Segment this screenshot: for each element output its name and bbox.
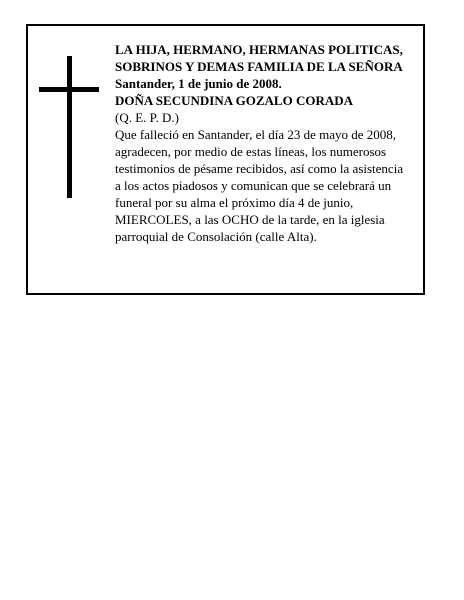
deceased-name: DOÑA SECUNDINA GOZALO CORADA (115, 93, 353, 108)
notice-body-line-6: MIERCOLES, a las OCHO de la tarde, en la iglesia (115, 212, 385, 227)
latin-cross-icon (39, 56, 99, 198)
notice-body-line-2: agradecen, por medio de estas líneas, los numerosos (115, 144, 387, 159)
cross-vertical-bar (67, 56, 72, 198)
notice-body-line-7: parroquial de Consolación (calle Alta). (115, 229, 317, 244)
rip-abbreviation: (Q. E. P. D.) (115, 110, 179, 125)
notice-heading-line-2: SOBRINOS Y DEMAS FAMILIA DE LA SEÑORA (115, 59, 403, 74)
notice-place-date: Santander, 1 de junio de 2008. (115, 76, 282, 91)
notice-body-line-3: testimonios de pésame recibidos, así como la asistencia (115, 161, 404, 176)
notice-text (115, 41, 425, 245)
notice-body-line-1: Que falleció en Santander, el día 23 de mayo de 2008, (115, 127, 397, 142)
notice-heading-line-1: LA HIJA, HERMANO, HERMANAS POLITICAS, (115, 42, 403, 57)
obituary-notice (26, 24, 425, 295)
notice-body-line-5: funeral por su alma el próximo día 4 de junio, (115, 195, 354, 210)
notice-body-line-4: a los actos piadosos y comunican que se celebrará un (115, 178, 392, 193)
cross-horizontal-bar (39, 87, 99, 92)
